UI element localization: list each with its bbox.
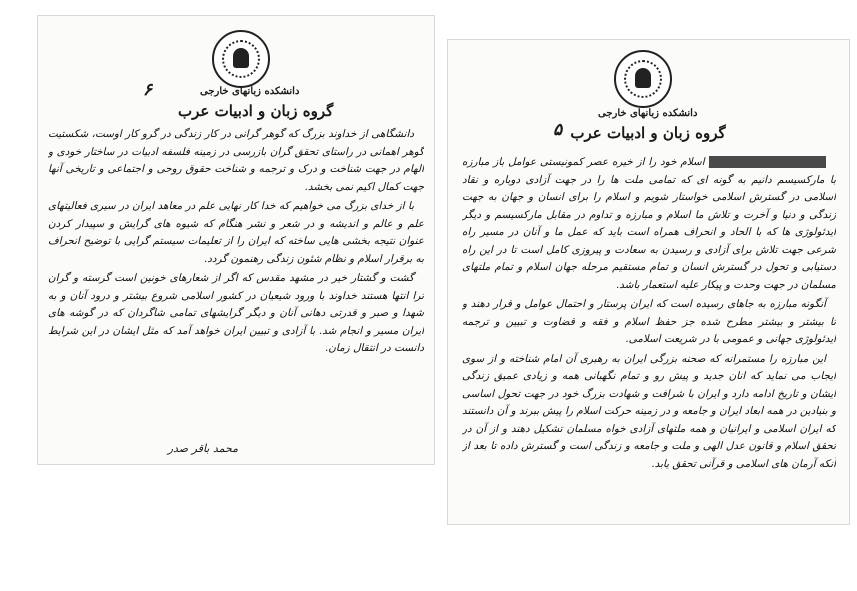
paragraph xyxy=(462,154,836,294)
paragraph: آنگونه مبارزه به جاهای رسیده است که ایران پرستار و احتمال عوامل و قرار دهند و تا بیشتر و بیشتر مطرح شده جز حفظ اسلام و فقه و قضاوت و تبیین و ترجمه ایدئولوژی جهانی و عمومی با در شریعت اسلامی. xyxy=(462,298,836,345)
page-number: ۵ xyxy=(553,120,563,140)
paragraph: گشت و گشتار خیر در مشهد مقدس که اگر از شعارهای خونین است گرسته و گران ترا انتها هستند خداوند با ورود شیعیان در کشور اسلامی شروع بیشتر و درود آنان و به شهدا و صبر و قدرتی دهانی آنان و دیگر گرایشهای تمامی شاگردان که در گوشه های ایران مسیر و انجام شد. با آزادی و تبیین ایران خواهد آمد که مثل ایشان در این شرایط دانست در انتقال زمان. xyxy=(48,272,424,354)
letter-body xyxy=(48,126,424,426)
paragraph: با از خدای بزرگ می خواهیم که خدا کار نهایی علم در معاهد ایران در سیری فعالیتهای علم و عالم و اندیشه و در شعر و نشر هنگام که شیوه های گرایش و سپیدار کردن عنوان نتیجه بخشی هایی ساخته که ایران را از تعلیمات سیستم گرایی با توضیح انحراف به برقرار اسلام و نظام شئون زندگی رهنمون گردد. xyxy=(48,200,424,265)
paragraph: این مبارزه را مستمرانه که صحنه بزرگی ایران به رهبری آن امام شناخته و از سوی ایجاب می نماید که انان جدید و پیش رو و تمام نگهبانی همه و زیادی عمیق زندگی ایشان و تاریخ ادامه دارد و ایران با شرافت و شهادت بزرگ خود در جهت تحول اساسی و بنیادین در همه ابعاد ایران و جامعه و در زمینه حرکت اسلام را پیش ببرند و آن دانستند که ایران اسلامی و ایرانیان و همه ملتهای آزادی خواه مسلمان تشکیل دهند و از آن در تحقق اسلام و قانون عدل الهی و ملت و جامعه و زندگی است و گسترش داده تا بعد از آنکه آرمان های اسلامی و قرآنی تحقق یابد. xyxy=(462,352,836,470)
university-seal-icon xyxy=(212,30,270,88)
university-name: دانشکده زبانهای خارجی xyxy=(598,108,698,119)
paragraph: دانشگاهی از خداوند بزرگ که گوهر گرانی در کار زندگی در گرو کار اوست، شکستیت گوهر اهمانی در راستای تحقق گران بازرسی در زمینه فلسفه ادبیات در ساختار خودی و الهام در جهت شناخت و درک و ترجمه و شناخت حقوق روحی و اجتماعی و تاریخی آنها جهت کمال اکیم نمی بخشد. xyxy=(48,128,424,193)
letter-page-left xyxy=(38,16,434,464)
university-seal-icon xyxy=(614,50,672,108)
redacted-text: مبهم مبهم مبهم مبهم مبهم xyxy=(708,156,826,168)
department-title: گروه زبان و ادبیات عرب xyxy=(570,124,726,142)
university-name: دانشکده زبانهای خارجی xyxy=(200,86,300,97)
page-number: ۶ xyxy=(143,80,153,100)
letter-body xyxy=(462,154,836,516)
signature: محمد باقر صدر xyxy=(167,442,238,455)
letter-page-right xyxy=(448,40,849,524)
department-title: گروه زبان و ادبیات عرب xyxy=(178,102,334,120)
paragraph-text: اسلام خود را از خیره عصر کمونیستی عوامل باز مبارزه با مارکسیسم دانیم به گونه ای که تمامی ملت ها را در جهت آزادی دوباره و نقاد اسلامی در گسترش اسلامی خواستار شویم و اسلام را برای انسان و جهان به جهت زندگی و دنیا و آخرت و تلاش ما اسلام و مبارزه و تداوم در مقابل مارکسیسم و دیگر ایدئولوژی ها که با الحاد و انحراف همراه است باید که عمل ما و آنان در مسیر راه شرعی جهت تلاش برای آزادی و رسیدن به سعادت و پیروزی کامل است تا در این راه دستیابی و تحول در گسترش انسان و تمام مستقیم مرحله جهان اسلام و تمام ملتهای مسلمان در جهت وحدت و پیکار علیه استعمار باشد. xyxy=(462,156,836,291)
